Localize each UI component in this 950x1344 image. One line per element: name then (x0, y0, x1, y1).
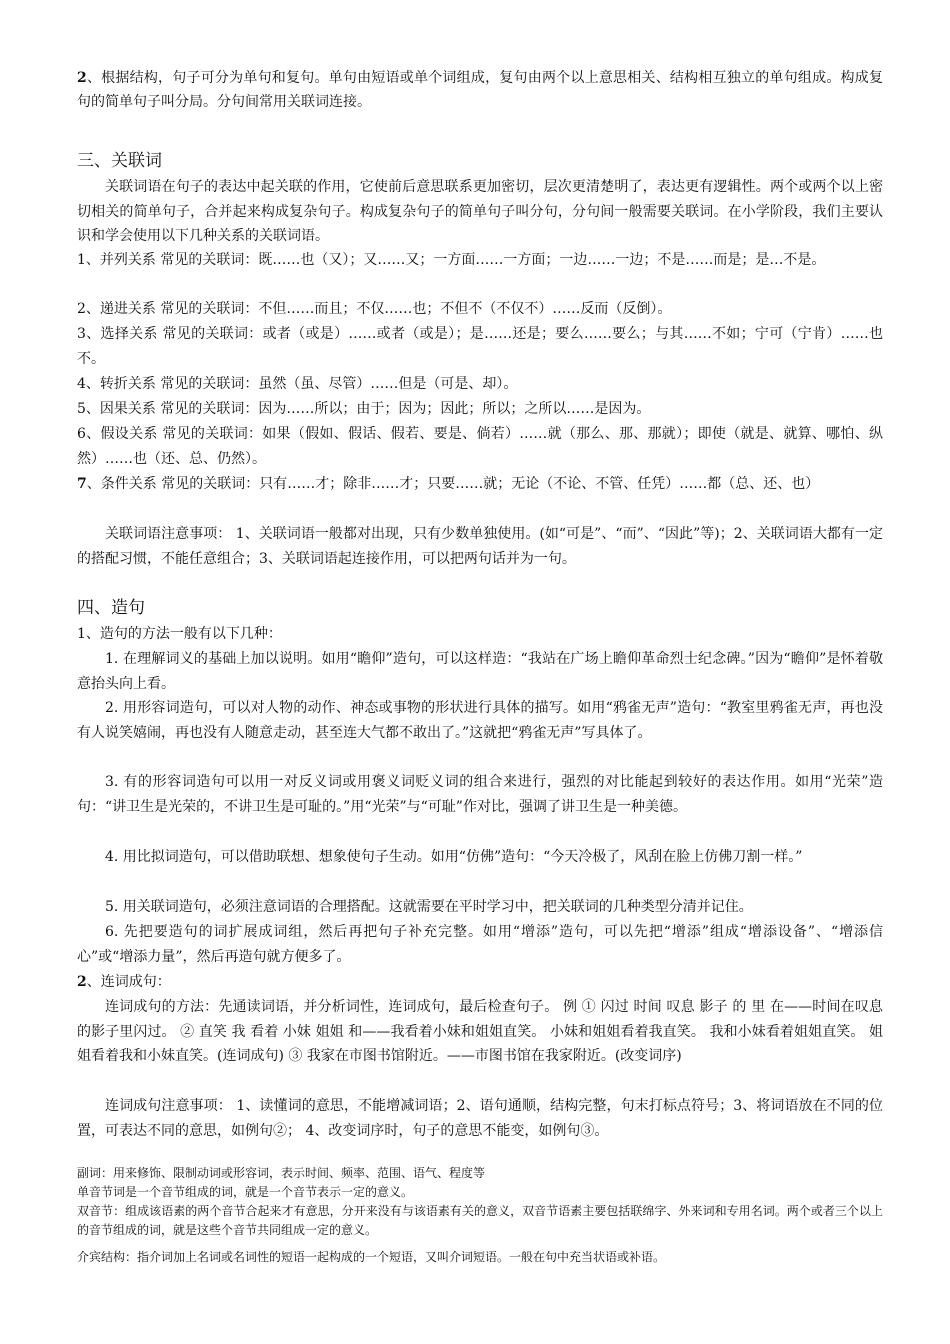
item-number: 4 (77, 376, 86, 392)
sub2-text: 、连词成句： (86, 974, 171, 990)
intro-paragraph (77, 67, 883, 114)
relation-item-6 (77, 422, 883, 471)
item-text: 、条件关系 常见的关联词：只有……才；除非……才；只要……就；无论（不论、不管、任凭）……都（总、还、也） (86, 476, 820, 492)
relation-item-5 (77, 397, 883, 422)
section4-sub1: 1、造句的方法一般有以下几种： (77, 626, 282, 642)
section4-sub2 (77, 970, 883, 995)
footnote-adverb: 副词：用来修饰、限制动词或形容词，表示时间、频率、范围、语气、程度等 (77, 1166, 486, 1180)
footnote-prepositional: 介宾结构：指介词加上名词或名词性的短语一起构成的一个短语，又叫介词短语。一般在句中充当状语或补语。 (77, 1250, 666, 1264)
lianci-paragraph: 连词成句的方法：先通读词语，并分析词性，连词成句，最后检查句子。 例 ① 闪过 时间 叹息 影子 的 里 在——时间在叹息的影子里闪过。 ② 直笑 我 看着 小妹 姐姐 和——我看着小妹和姐姐直笑。 小妹和姐姐看着我直笑。 我和小妹看着姐姐直笑。 姐姐看着我和小妹直笑。(连词成句) ③ 我家在市图书馆附近。——市图书馆在我家附近。(改变词序) (77, 999, 883, 1064)
item-text: 、因果关系 常见的关联词：因为……所以；由于；因为；因此；所以；之所以……是因为。 (85, 401, 651, 417)
relation-item-3 (77, 322, 883, 371)
section3-heading: 三、关联词 (77, 151, 162, 171)
method-2: 2. 用形容词造句，可以对人物的动作、神态或事物的形状进行具体的描写。如用“鸦雀无声”造句：“教室里鸦雀无声，再也没有人说笑嬉闹，再也没有人随意走动，甚至连大气都不敢出了。”这就把“鸦雀无声”写具体了。 (77, 700, 883, 741)
relation-item-2 (77, 297, 883, 322)
item-number: 2 (77, 301, 86, 317)
item-text: 、转折关系 常见的关联词：虽然（虽、尽管）……但是（可是、却）。 (85, 376, 518, 392)
method-3: 3. 有的形容词造句可以用一对反义词或用褒义词贬义词的组合来进行，强烈的对比能起到较好的表达作用。如用“光荣”造句：“讲卫生是光荣的，不讲卫生是可耻的。”用“光荣”与“可耻”作对比，强调了讲卫生是一种美德。 (77, 774, 883, 815)
sub2-number: 2 (77, 974, 87, 990)
method-4: 4. 用比拟词造句，可以借助联想、想象使句子生动。如用“仿佛”造句：“今天冷极了，风刮在脸上仿佛刀割一样。” (105, 849, 803, 865)
section3-notes: 关联词语注意事项： 1、关联词语一般都对出现，只有少数单独使用。(如“可是”、“而”、“因此”等)；2、关联词语大都有一定的搭配习惯，不能任意组合；3、关联词语起连接作用，可以把两句话并为一句。 (77, 526, 883, 567)
relation-item-7 (77, 472, 883, 497)
item-number: 3 (77, 326, 86, 342)
relation-item-1 (77, 248, 883, 273)
intro-number: 2 (77, 70, 87, 86)
method-1: 1. 在理解词义的基础上加以说明。如用“瞻仰”造句，可以这样造：“我站在广场上瞻仰革命烈士纪念碑。”因为“瞻仰”是怀着敬意抬头向上看。 (77, 651, 883, 692)
item-text: 、递进关系 常见的关联词：不但……而且；不仅……也；不但不（不仅不）……反而（反倒）。 (85, 301, 672, 317)
item-text: 、假设关系 常见的关联词：如果（假如、假话、假若、要是、倘若）……就（那么、那、那就）；即使（就是、就算、哪怕、纵然）……也（还、总、仍然）。 (77, 426, 883, 467)
item-number: 6 (77, 426, 86, 442)
section3-intro: 关联词语在句子的表达中起关联的作用，它使前后意思联系更加密切，层次更清楚明了，表达更有逻辑性。两个或两个以上密切相关的简单句子，合并起来构成复杂句子。构成复杂句子的简单句子叫分句，分句间一般需要关联词。在小学阶段，我们主要认识和学会使用以下几种关系的关联词语。 (77, 179, 883, 244)
method-5: 5. 用关联词造句，必须注意词语的合理搭配。这就需要在平时学习中，把关联词的几种类型分清并记住。 (105, 899, 753, 915)
item-text: 、并列关系 常见的关联词：既……也（又）；又……又；一方面……一方面；一边……一边；不是……而是；是…不是。 (85, 252, 826, 268)
footnote-monosyllabic: 单音节词是一个音节组成的词，就是一个音节表示一定的意义。 (77, 1185, 414, 1199)
item-number: 7 (77, 476, 87, 492)
lianci-notes: 连词成句注意事项： 1、读懂词的意思，不能增减词语；2、语句通顺，结构完整，句末打标点符号；3、将词语放在不同的位置，可表达不同的意思，如例句②； 4、改变词序时，句子的意思不能变，如例句③。 (77, 1098, 883, 1139)
intro-text: 、根据结构，句子可分为单句和复句。单句由短语或单个词组成，复句由两个以上意思相关、结构相互独立的单句组成。构成复句的简单句子叫分局。分句间常用关联词连接。 (77, 70, 883, 110)
item-text: 、选择关系 常见的关联词：或者（或是）……或者（或是）；是……还是；要么……要么；与其……不如；宁可（宁肯）……也不。 (77, 326, 883, 367)
item-number: 1 (77, 252, 86, 268)
section4-heading: 四、造句 (77, 598, 145, 618)
method-6: 6. 先把要造句的词扩展成词组，然后再把句子补充完整。如用“增添”造句，可以先把“增添”组成“增添设备”、“增添信心”或“增添力量”，然后再造句就方便多了。 (77, 924, 883, 965)
relation-item-4 (77, 372, 883, 397)
item-number: 5 (77, 401, 86, 417)
footnote-disyllabic: 双音节：组成该语素的两个音节合起来才有意思，分开来没有与该语素有关的意义，双音节语素主要包括联绵字、外来词和专用名词。两个或者三个以上的音节组成的词，就是这些个音节共同组成一定的意义。 (77, 1204, 883, 1237)
